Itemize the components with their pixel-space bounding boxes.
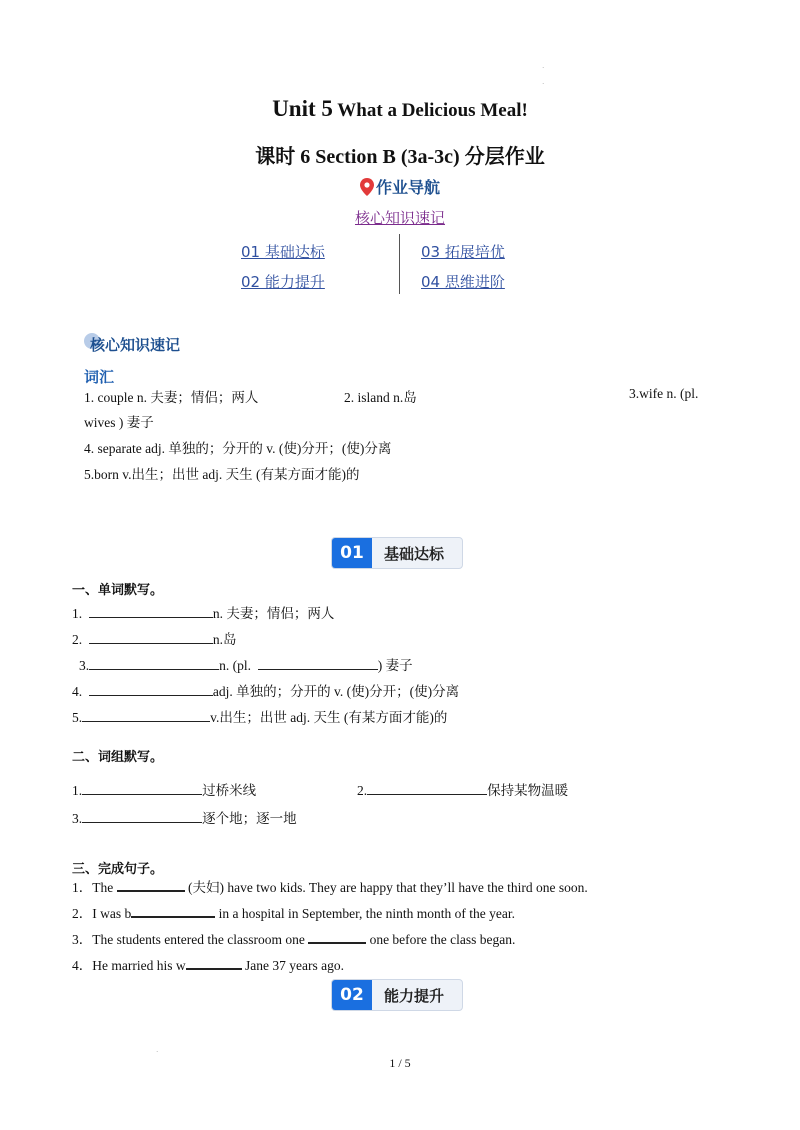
vocab-line: 2. island n.岛 [344,390,417,405]
list-item: 1. n. 夫妻；情侣；两人 [72,602,334,622]
page-subtitle: 课时 6 Section B (3a-3c) 分层作业 [255,146,545,168]
answer-blank[interactable] [82,780,202,795]
nav-link-extend[interactable]: 03 拓展培优 [421,243,505,261]
vocab-heading: 词汇 [84,368,115,386]
part1-heading: 一、单词默写。 [72,583,164,598]
answer-blank[interactable] [89,629,213,644]
vocab-line: wives ) 妻子 [84,415,154,430]
answer-blank[interactable] [131,902,215,918]
section-label: 基础达标 [384,544,445,563]
answer-blank[interactable] [308,928,366,944]
list-item: 4. adj. 单独的；分开的 v. (使)分开；(使)分离 [72,680,459,700]
decorative-dot: · [542,64,545,72]
vocab-line: 5.born v.出生；出世 adj. 天生 (有某方面才能)的 [84,467,360,482]
part3-heading: 三、完成句子。 [72,862,164,877]
list-item: 5. v.出生；出世 adj. 天生 (有某方面才能)的 [72,706,447,726]
part2-heading: 二、词组默写。 [72,750,164,765]
nav-title: 作业导航 [375,178,440,197]
answer-blank[interactable] [82,808,202,823]
section-01-badge [331,537,463,569]
page-number: 1 / 5 [389,1056,411,1070]
section-02-badge [331,979,463,1011]
answer-blank[interactable] [89,681,213,696]
decorative-dot: · [156,1048,159,1056]
answer-blank[interactable] [186,954,242,970]
list-item: 3. n. (pl. ) 妻子 [79,654,413,674]
vocab-line: 3.wife n. (pl. [629,386,699,401]
answer-blank[interactable] [89,655,219,670]
nav-link-ability[interactable]: 02 能力提升 [241,273,325,291]
location-pin-icon [360,178,374,196]
section-label: 能力提升 [384,986,445,1005]
answer-blank[interactable] [367,780,487,795]
list-item: 4．He married his w Jane 37 years ago. [72,954,344,974]
list-item: 2．I was b in a hospital in September, the ninth month of the year. [72,902,515,922]
answer-blank[interactable] [89,603,213,618]
nav-divider [399,234,400,294]
list-item: 3. 逐个地；逐一地 [72,807,297,827]
nav-header [0,175,800,201]
list-item: 1. 过桥米线 [72,779,256,799]
page-title [0,96,800,122]
section-number: 01 [332,538,372,568]
list-item: 1．The (夫妇) have two kids. They are happy that they’ll have the third one soon. [72,876,588,896]
answer-blank[interactable] [82,707,210,722]
title-unit: Unit 5 [272,96,333,121]
list-item: 2. 保持某物温暖 [357,779,568,799]
answer-blank[interactable] [258,655,378,670]
list-item: 3．The students entered the classroom one one before the class began. [72,928,515,948]
vocab-line: 1. couple n. 夫妻；情侣；两人 [84,390,259,405]
list-item: 2. n.岛 [72,628,237,648]
nav-link-thinking[interactable]: 04 思维进阶 [421,273,505,291]
core-section-heading: 核心知识速记 [84,331,180,357]
title-rest: What a Delicious Meal! [332,100,528,121]
section-number: 02 [332,980,372,1010]
nav-link-basic[interactable]: 01 基础达标 [241,243,325,261]
vocab-line: 4. separate adj. 单独的；分开的 v. (使)分开；(使)分离 [84,441,392,456]
answer-blank[interactable] [117,876,185,892]
decorative-dot: · [542,80,545,88]
core-knowledge-link[interactable]: 核心知识速记 [354,209,445,227]
